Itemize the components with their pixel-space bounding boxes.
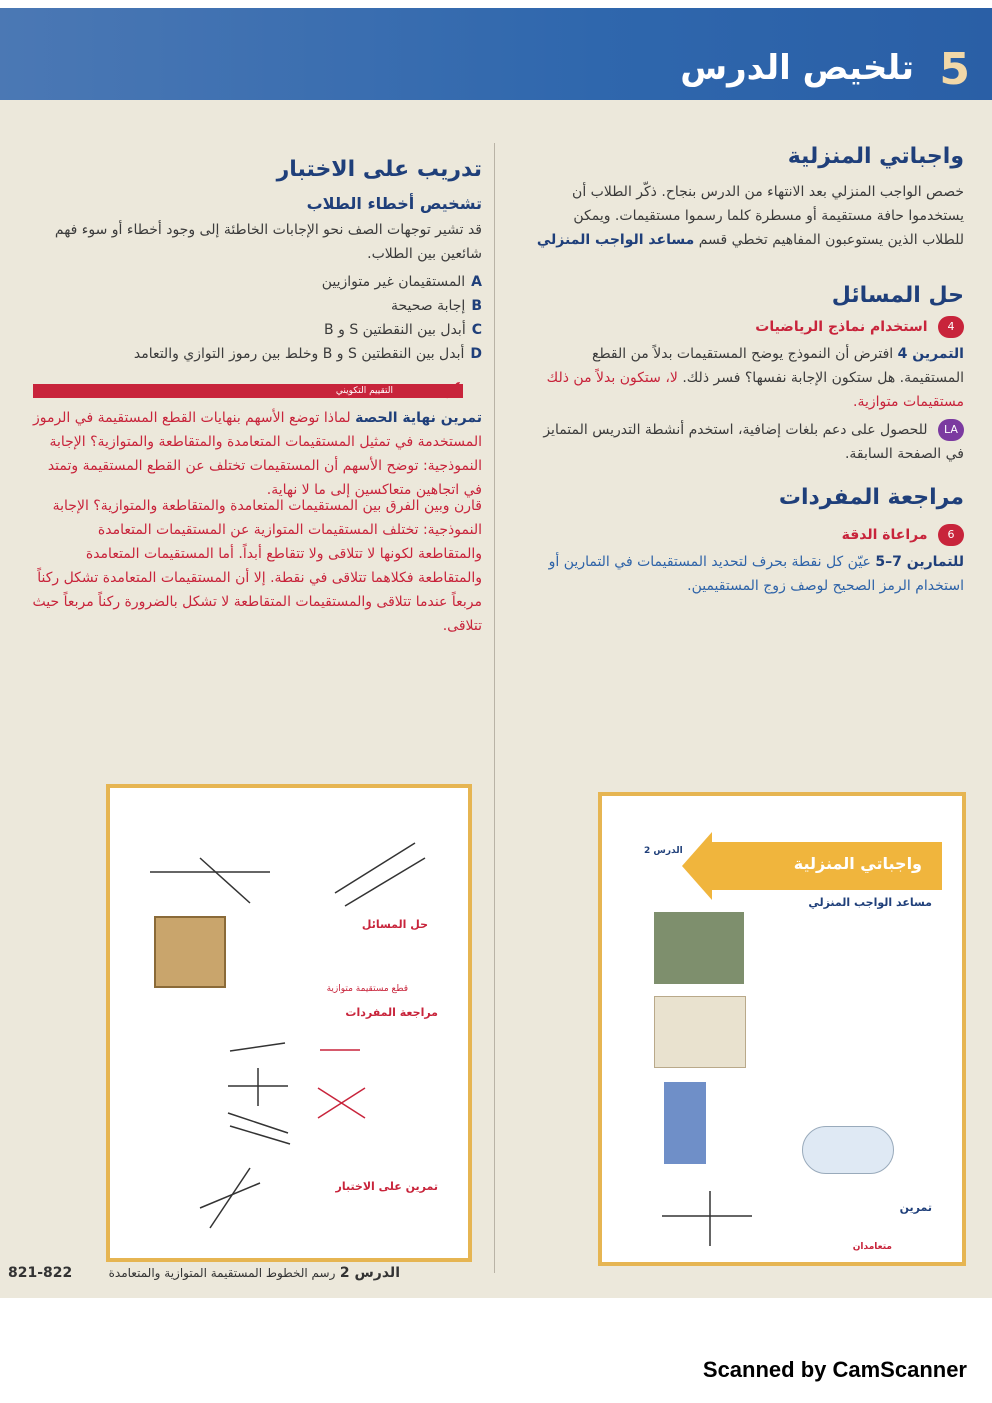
scanned-page (0, 8, 992, 1298)
precision-row (842, 523, 964, 547)
exercise-4-label: التمرين 4 (897, 346, 964, 362)
thumb-right-helper: مساعد الواجب المنزلي (808, 896, 932, 909)
test-practice-heading: تدريب على الاختبار (276, 157, 482, 182)
mp-badge-icon: 4 (938, 316, 964, 338)
option-c: Cأبدل بين النقطتين S و B (324, 322, 482, 338)
camscanner-watermark: Scanned by CamScanner (702, 1357, 967, 1382)
page-numbers: 821-822 (8, 1265, 73, 1281)
la-badge-icon: LA (938, 419, 964, 441)
exercises-5-7 (534, 550, 964, 598)
thumb-left-test: تمرين على الاختبار (335, 1180, 438, 1193)
math-models-label: استخدام نماذج الرياضيات (755, 319, 928, 335)
thumb-right-answer: متعامدان (852, 1242, 892, 1252)
formative-assessment-label: التقييم التكويني (335, 386, 393, 396)
language-support-text: للحصول على دعم بلغات إضافية، استخدم أنشطة التدريس المتمايز في الصفحة السابقة. (543, 422, 964, 462)
diagnose-errors-text: قد تشير توجهات الصف نحو الإجابات الخاطئة إلى وجود أخطاء أو سوء فهم شائعين بين الطلاب. (54, 222, 482, 262)
diagnose-errors-heading: تشخيص أخطاء الطلاب (306, 194, 482, 213)
footer-lesson-label: الدرس 2 (339, 1265, 400, 1281)
homework-body: خصص الواجب المنزلي بعد الانتهاء من الدرس بنجاح. ذكّر الطلاب أن يستخدموا حافة مستقيمة أو مسطرة كلما رسموا مستقيمات. ويمكن للطلاب الذين يستوعبون المفاهيم تخطي قسم (572, 184, 964, 248)
option-a: Aالمستقيمان غير متوازيين (321, 274, 482, 290)
exercises-5-7-label: للتمارين 7–5 (875, 554, 964, 570)
exercise-4 (534, 342, 964, 414)
vocab-heading: مراجعة المفردات (778, 485, 964, 510)
thumb-left-answer: قطع مستقيمة متوازية (326, 984, 408, 994)
exit-ticket-text: لماذا توضع الأسهم بنهايات القطع المستقيمة في الرموز المستخدمة في تمثيل المستقيمات المتعامدة والمتقاطعة والمتوازية؟ الإجابة النموذجية: توضح الأسهم أن المستقيمات تختلف عن القطع المستقيمة وتمتد في اتجاهين متعاكسين إلى ما لا نهاية. (32, 410, 482, 498)
option-b: Bإجابة صحيحة (390, 298, 482, 314)
section-header-bar (0, 8, 992, 100)
homework-text (534, 180, 964, 252)
section-title: تلخيص الدرس (680, 48, 914, 88)
bookshelf-image (154, 916, 226, 988)
mp6-badge-icon: 6 (938, 524, 964, 546)
footer-lesson (100, 1265, 400, 1281)
thumbnail-right-axes (602, 796, 962, 1266)
exercises-5-7-text: عيّن كل نقطة بحرف لتحديد المستقيمات في التمارين أو استخدام الرمز الصحيح لوصف زوج المستقيمين. (548, 554, 964, 594)
thumb-right-lesson-tag: الدرس 2 (644, 846, 683, 856)
homework-heading: واجباتي المنزلية (787, 144, 964, 169)
footer-lesson-title: رسم الخطوط المستقيمة المتوازية والمتعامدة (108, 1266, 336, 1280)
student-page-thumbnail-right (598, 792, 966, 1266)
precision-label: مراعاة الدقة (841, 527, 928, 543)
option-d: Dأبدل بين النقطتين S و B وخلط بين رموز التوازي والتعامد (133, 346, 482, 362)
thumb-left-vocab: مراجعة المفردات (345, 1006, 438, 1019)
compare-answer: قارن وبين الفرق بين المستقيمات المتعامدة والمتقاطعة والمتوازية؟ الإجابة النموذجية: تختلف المستقيمات المتوازية عن المستقيمات المتعامدة والمتقاطعة لكونها لا تتلاقى ولا تتقاطع أبداً. أما المستقيمات المتعامدة والمتقاطعة فكلاهما تتلاقى في نقطة. إلا أن المستقيمات المتعامدة تشكل ركناً مربعاً عندما تتلاقى والمستقيمات المتقاطعة لا تشكل بالضرورة ركناً مربعاً حيث تتلاقى. (32, 498, 482, 634)
student-page-thumbnail-left (106, 784, 472, 1262)
checkmark-icon: ✓ (440, 374, 466, 409)
formative-assessment-bar (33, 384, 463, 398)
thumb-right-banner: واجباتي المنزلية (793, 854, 922, 873)
language-support (534, 418, 964, 466)
thumb-right-practice: تمرين (899, 1201, 932, 1214)
answer-options (30, 270, 482, 366)
column-divider (494, 143, 495, 1273)
homework-helper-link[interactable]: مساعد الواجب المنزلي (536, 232, 695, 248)
thumb-left-problems: حل المسائل (361, 918, 428, 931)
exercise-4-answer: لا، ستكون بدلاً من ذلك مستقيمات متوازية. (546, 370, 964, 410)
math-models-row (755, 315, 964, 339)
exit-ticket (30, 406, 482, 502)
exercise-4-question: افترض أن النموذج يوضح المستقيمات بدلاً من القطع المستقيمة. هل ستكون الإجابة نفسها؟ فسر ذلك. (592, 346, 964, 386)
problems-heading: حل المسائل (831, 283, 964, 308)
exit-ticket-label: تمرين نهاية الحصة (355, 410, 482, 426)
section-number: 5 (939, 44, 970, 95)
